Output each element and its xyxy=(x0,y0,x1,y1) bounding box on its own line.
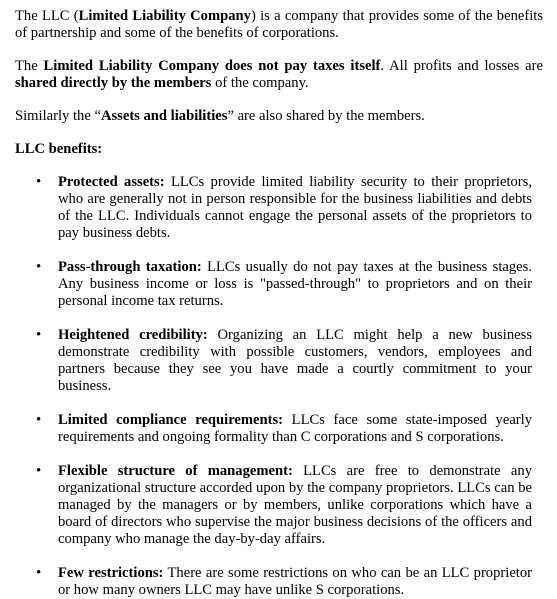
benefits-list xyxy=(15,174,543,599)
benefit-title: Limited compliance requirements: xyxy=(58,412,284,428)
text-span: . All profits and losses are xyxy=(380,58,544,74)
text-span: ” are also shared by the members. xyxy=(227,108,425,124)
benefit-text: There are some restrictions on who can be an LLC proprietor or how many owners LLC may have unlike S corporations. xyxy=(58,565,533,598)
benefits-heading: LLC benefits: xyxy=(15,141,103,157)
intro-paragraph-1 xyxy=(15,8,543,42)
bold-term: Assets and liabilities xyxy=(100,108,228,124)
benefit-item xyxy=(36,174,532,242)
benefit-item xyxy=(36,259,532,310)
bullet-icon: • xyxy=(36,259,42,275)
benefit-text: LLCs face some state-imposed yearly requirements and ongoing formality than C corporations and S corporations. xyxy=(58,412,533,445)
benefit-text: LLCs provide limited liability security to their proprietors, who are generally not in person responsible for the business liabilities and debts of the LLC. Individuals cannot engage the personal assets of the proprietors to pay business debts. xyxy=(58,174,532,241)
bullet-icon: • xyxy=(36,565,42,581)
benefit-title: Heightened credibility: xyxy=(58,327,208,343)
benefit-text: LLCs usually do not pay taxes at the business stages. Any business income or loss is "passed-through" to proprietors and on their personal income tax returns. xyxy=(58,259,532,309)
bold-term: Limited Liability Company xyxy=(78,8,251,24)
text-span: The xyxy=(15,58,44,74)
intro-paragraph-3 xyxy=(15,108,543,125)
benefit-item xyxy=(36,463,533,548)
bullet-icon: • xyxy=(36,463,42,479)
benefit-text: Organizing an LLC might help a new business demonstrate credibility with possible customers, vendors, employees and partners because they see you have made a courtly commitment to your business. xyxy=(58,327,532,394)
bold-term: shared directly by the members xyxy=(15,75,212,91)
benefit-text: LLCs are free to demonstrate any organizational structure accorded upon by the company proprietors. LLCs can be managed by the managers or by members, unlike corporations which have a board of directors who supervise the major business decisions of the officers and company who manage the day-by-day affairs. xyxy=(58,463,533,547)
bullet-icon: • xyxy=(36,327,42,343)
text-span: The LLC ( xyxy=(15,8,79,24)
benefit-title: Flexible structure of management: xyxy=(58,463,293,479)
benefit-title: Few restrictions: xyxy=(58,565,164,581)
benefit-item xyxy=(36,565,533,599)
benefit-item xyxy=(36,412,533,446)
bullet-icon: • xyxy=(36,412,42,428)
benefit-item xyxy=(36,327,532,395)
benefit-title: Protected assets: xyxy=(58,174,165,190)
text-span: of the company. xyxy=(211,75,309,91)
bold-term: Limited Liability Company does not pay taxes itself xyxy=(43,58,381,74)
text-span: ) is a company that provides some of the benefits of partnership and some of the benefits of corporations. xyxy=(15,8,544,41)
intro-paragraph-2 xyxy=(15,58,543,92)
bullet-icon: • xyxy=(36,174,42,190)
text-span: Similarly the “ xyxy=(15,108,101,124)
benefit-title: Pass-through taxation: xyxy=(58,259,202,275)
